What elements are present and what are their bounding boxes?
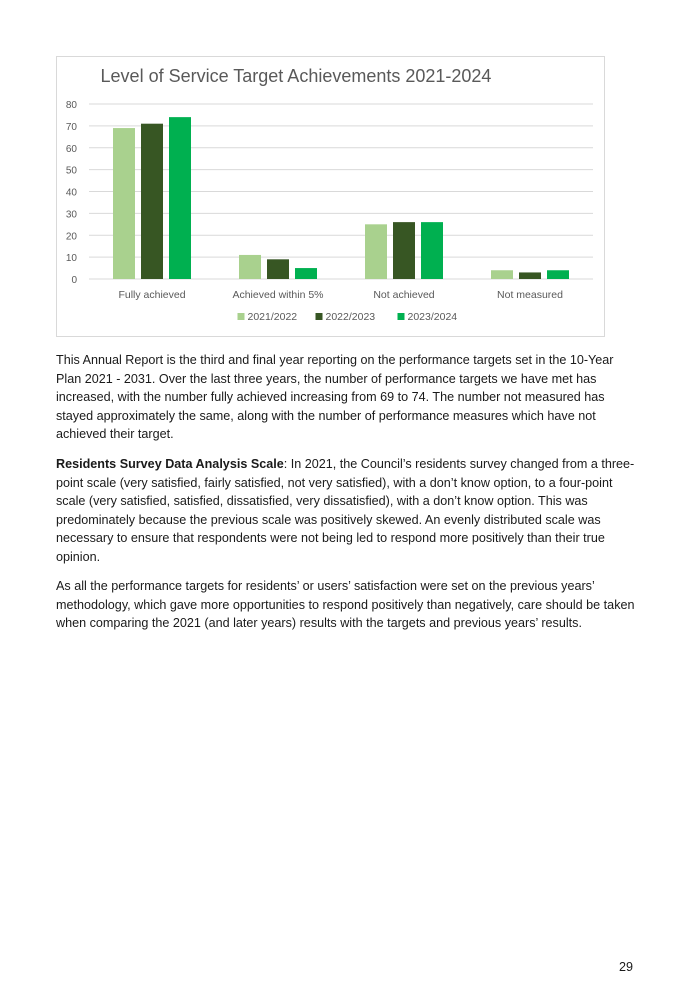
paragraph-body: : In 2021, the Council’s residents survey changed from a three-point scale (very satisfied, fairly satisfied, not very satisfied), with a don’t know option, to a four-point scale (very satisfied, satisfied, dissatisfied, very dissatisfied), with a don’t know option. This was predominately because the previous scale was positively skewed. An evenly distributed scale was necessary to ensure that respondents were not being led to respond more positively than their true opinion. [56, 457, 635, 564]
paragraph-text: This Annual Report is the third and final year reporting on the performance targets set in the 10-Year Plan 2021 - 2031. Over the last three years, the number of performance targets we have met has increased, with the number fully achieved increasing from 69 to 74. The number not measured has stayed approximately the same, along with the number of performance measures which have not achieved their target. [56, 353, 614, 442]
legend-label: 2022/2023 [325, 311, 376, 323]
bar-chart [56, 56, 605, 337]
bar [547, 270, 569, 279]
bar [393, 222, 415, 279]
bar [267, 259, 289, 279]
bar [169, 117, 191, 279]
legend-label: 2021/2022 [247, 311, 298, 323]
bar [365, 224, 387, 279]
legend-swatch [316, 313, 323, 320]
x-tick-label: Fully achieved [118, 289, 186, 301]
bar [491, 270, 513, 279]
x-tick-label: Not measured [497, 289, 563, 301]
y-tick-label: 10 [65, 253, 77, 265]
x-tick-label: Achieved within 5% [232, 289, 324, 301]
paragraph-text [56, 455, 636, 567]
bar [141, 124, 163, 279]
y-tick-label: 50 [65, 165, 77, 177]
y-tick-label: 20 [65, 231, 77, 243]
bar [295, 268, 317, 279]
y-tick-label: 40 [65, 187, 77, 199]
legend-swatch [398, 313, 405, 320]
y-tick-label: 80 [65, 100, 77, 111]
paragraph-satisfaction-targets [56, 577, 636, 633]
x-tick-label: Not achieved [373, 289, 435, 301]
legend-label: 2023/2024 [407, 311, 458, 323]
paragraph-annual-report [56, 351, 636, 444]
page-number: 29 [618, 960, 633, 974]
chart-title: Level of Service Target Achievements 2021-2024 [100, 66, 492, 86]
bar [113, 128, 135, 279]
bar [239, 255, 261, 279]
y-tick-label: 0 [71, 275, 77, 286]
paragraph-residents-survey [56, 455, 636, 567]
paragraph-text: As all the performance targets for residents’ or users’ satisfaction were set on the previous years’ methodology, which gave more opportunities to respond positively than negatively, care should be taken when comparing the 2021 (and later years) results with the targets and previous years’ results. [56, 579, 635, 631]
y-tick-label: 60 [65, 143, 77, 155]
chart-svg [57, 57, 606, 338]
bar [421, 222, 443, 279]
y-tick-label: 70 [65, 121, 77, 133]
y-tick-label: 30 [65, 209, 77, 221]
legend-swatch [238, 313, 245, 320]
bar [519, 272, 541, 279]
paragraph-heading: Residents Survey Data Analysis Scale [56, 457, 284, 471]
